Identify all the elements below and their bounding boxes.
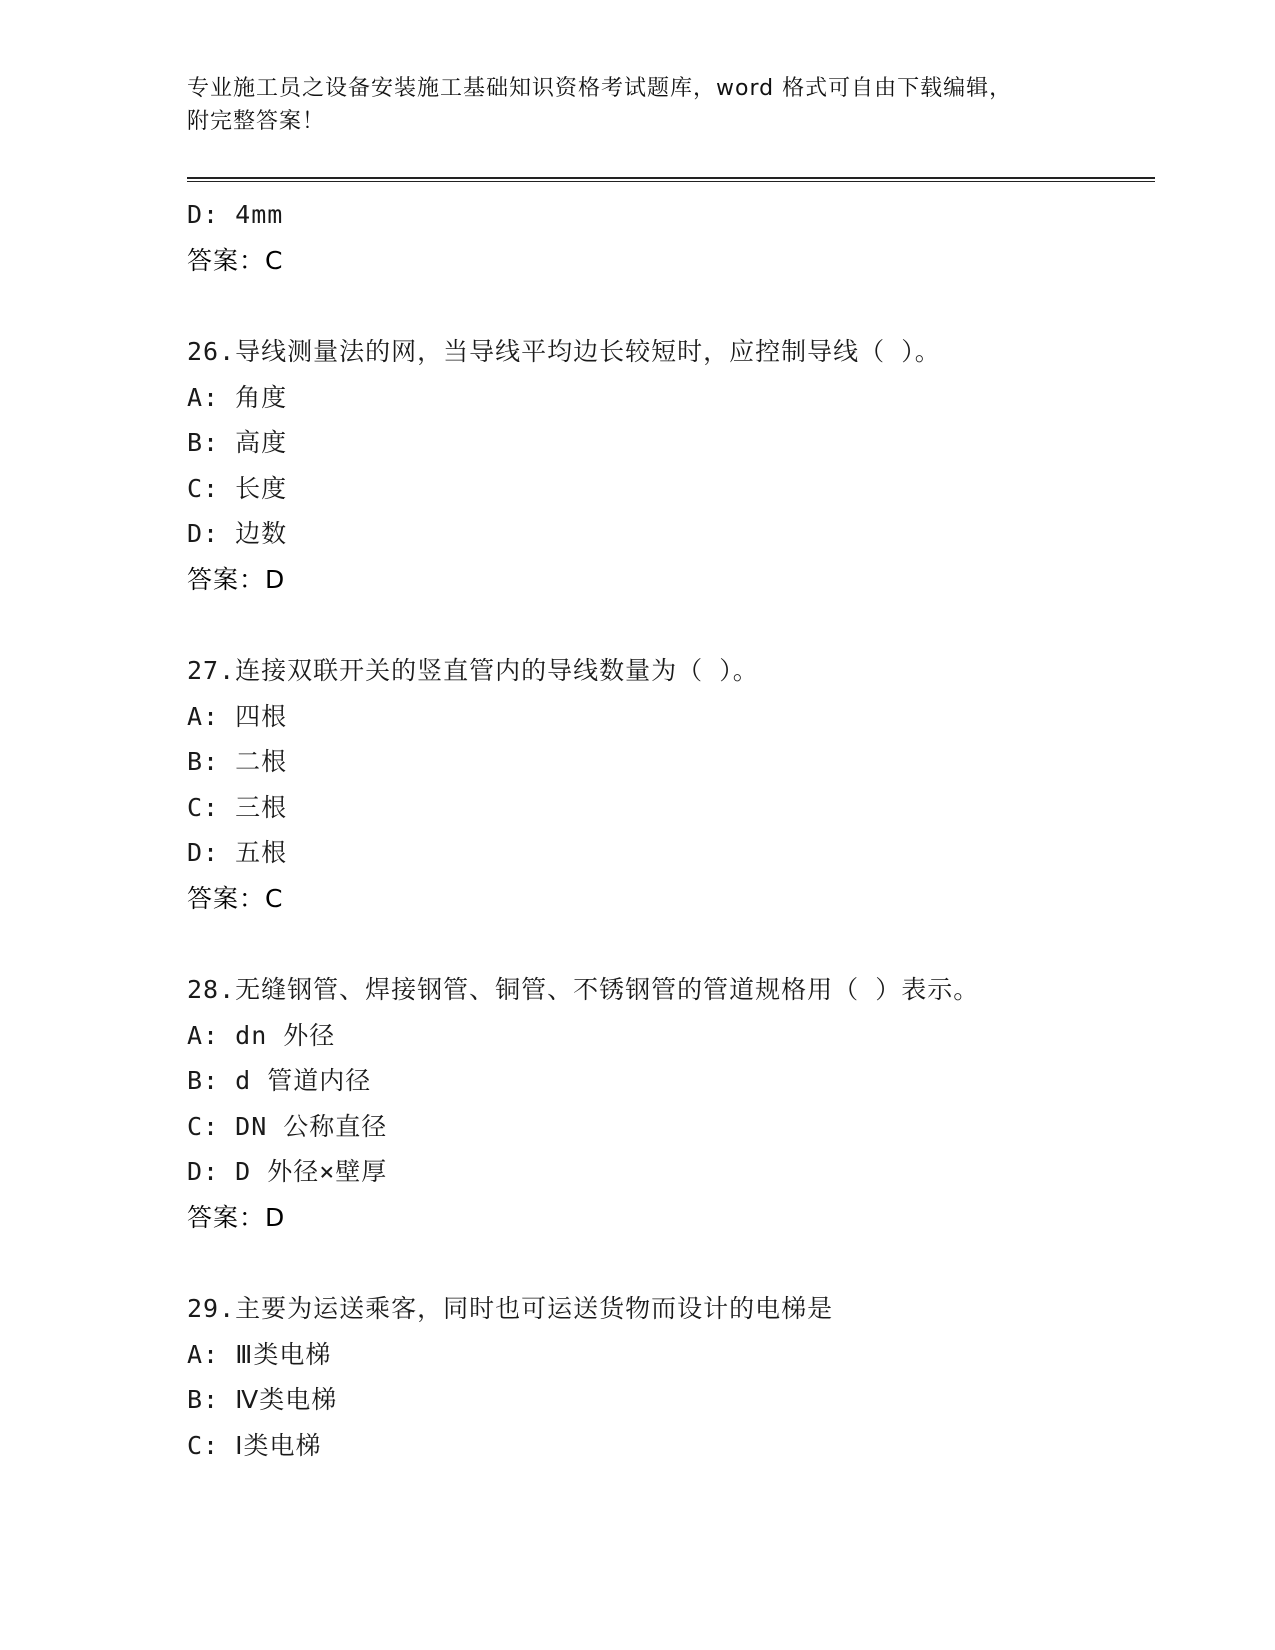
question-28 [187,967,1155,1240]
option-c: C: 长度 [187,473,288,503]
spacer [187,1240,1155,1286]
option-c: C: Ⅰ类电梯 [187,1430,322,1460]
question-26 [187,329,1155,602]
question-content [187,192,1155,1468]
question-27 [187,648,1155,921]
document-header [187,72,1087,138]
option-c: C: DN 公称直径 [187,1111,388,1141]
option-b: B: Ⅳ类电梯 [187,1385,338,1414]
header-line-1: 专业施工员之设备安装施工基础知识资格考试题库，word 格式可自由下载编辑， [187,76,1013,101]
option-c: C: 三根 [187,792,288,822]
answer: 答案：D [187,1202,286,1232]
header-line-2: 附完整答案！ [187,109,326,134]
option-b: B: 高度 [187,428,288,457]
prev-option-d: D: 4mm [187,200,284,229]
question-title: 28.无缝钢管、焊接钢管、铜管、不锈钢管的管道规格用（ ）表示。 [187,975,980,1004]
question-title: 26.导线测量法的网，当导线平均边长较短时，应控制导线（ ）。 [187,337,941,366]
option-b: B: 二根 [187,747,288,776]
option-d: D: 五根 [187,838,288,867]
answer: 答案：C [187,883,284,913]
option-d: D: 边数 [187,519,288,548]
option-b: B: d 管道内径 [187,1066,372,1095]
prev-answer: 答案：C [187,245,284,275]
option-a: A: 角度 [187,382,288,412]
header-divider [187,177,1155,182]
question-29 [187,1286,1155,1468]
spacer [187,921,1155,967]
question-title: 27.连接双联开关的竖直管内的导线数量为（ ）。 [187,656,759,685]
spacer [187,602,1155,648]
spacer [187,283,1155,329]
answer: 答案：D [187,564,286,594]
question-title: 29.主要为运送乘客，同时也可运送货物而设计的电梯是 [187,1294,834,1323]
option-d: D: D 外径×壁厚 [187,1157,388,1186]
option-a: A: dn 外径 [187,1020,336,1050]
option-a: A: Ⅲ类电梯 [187,1339,332,1369]
option-a: A: 四根 [187,701,288,731]
